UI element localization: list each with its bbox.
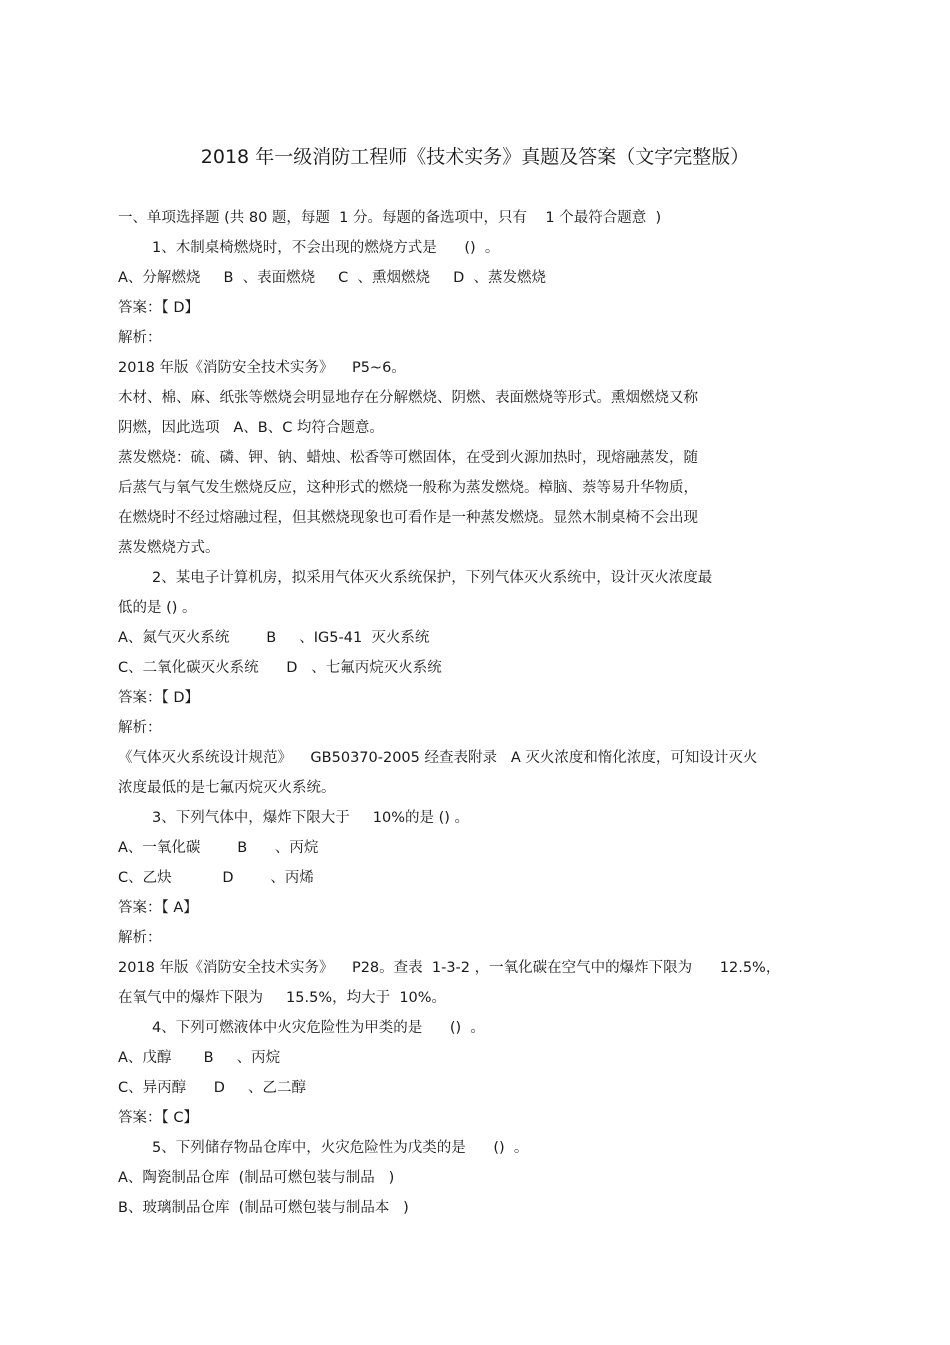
text-line: 3、下列气体中，爆炸下限大于 10%的是 () 。 (152, 810, 470, 826)
text-line: 解析： (118, 930, 162, 946)
text-line: 阴燃，因此选项 A、B、C 均符合题意。 (118, 420, 384, 436)
text-line: 在燃烧时不经过熔融过程，但其燃烧现象也可看作是一种蒸发燃烧。显然木制桌椅不会出现 (118, 510, 698, 526)
text-line: 蒸发燃烧方式。 (118, 540, 220, 556)
text-line: C、乙炔 D 、丙烯 (118, 870, 314, 886)
text-line: 答案：【 A】 (118, 900, 198, 916)
text-line: 一、单项选择题 (共 80 题，每题 1 分。每题的备选项中，只有 1 个最符合题意 ) (118, 210, 662, 226)
text-line: 《气体灭火系统设计规范》 GB50370-2005 经查表附录 A 灭火浓度和惰化浓度，可知设计灭火 (118, 750, 758, 766)
text-line: B、玻璃制品仓库 (制品可燃包装与制品本 ) (118, 1200, 409, 1216)
text-line: 4、下列可燃液体中火灾危险性为甲类的是 () 。 (152, 1020, 485, 1036)
text-line: A、分解燃烧 B 、表面燃烧 C 、熏烟燃烧 D 、蒸发燃烧 (118, 270, 546, 286)
text-line: A、陶瓷制品仓库 (制品可燃包装与制品 ) (118, 1170, 395, 1186)
text-line: 低的是 () 。 (118, 600, 197, 616)
text-line: 答案：【 D】 (118, 300, 200, 316)
document-title: 2018 年一级消防工程师《技术实务》真题及答案（文字完整版） (200, 146, 750, 168)
text-line: 在氧气中的爆炸下限为 15.5%，均大于 10%。 (118, 990, 447, 1006)
text-line: A、氮气灭火系统 B 、IG5-41 灭火系统 (118, 630, 430, 646)
text-line: C、二氧化碳灭火系统 D 、七氟丙烷灭火系统 (118, 660, 442, 676)
text-line: 答案：【 C】 (118, 1110, 198, 1126)
text-line: 解析： (118, 330, 162, 346)
text-line: 2018 年版《消防安全技术实务》 P5~6。 (118, 360, 406, 376)
text-line: 1、木制桌椅燃烧时，不会出现的燃烧方式是 () 。 (152, 240, 500, 256)
text-line: A、戊醇 B 、丙烷 (118, 1050, 281, 1066)
text-line: 2、某电子计算机房，拟采用气体灭火系统保护，下列气体灭火系统中，设计灭火浓度最 (152, 570, 713, 586)
text-line: 5、下列储存物品仓库中，火灾危险性为戊类的是 () 。 (152, 1140, 529, 1156)
text-line: C、异丙醇 D 、乙二醇 (118, 1080, 306, 1096)
text-line: 浓度最低的是七氟丙烷灭火系统。 (118, 780, 336, 796)
text-line: 蒸发燃烧：硫、磷、钾、钠、蜡烛、松香等可燃固体，在受到火源加热时，现熔融蒸发，随 (118, 450, 698, 466)
text-line: 答案：【 D】 (118, 690, 200, 706)
text-line: 2018 年版《消防安全技术实务》 P28。查表 1-3-2 ，一氧化碳在空气中的爆炸下限为 12.5%， (118, 960, 781, 976)
text-line: A、一氧化碳 B 、丙烷 (118, 840, 319, 856)
text-line: 后蒸气与氧气发生燃烧反应，这种形式的燃烧一般称为蒸发燃烧。樟脑、萘等易升华物质， (118, 480, 698, 496)
text-line: 解析： (118, 720, 162, 736)
text-line: 木材、棉、麻、纸张等燃烧会明显地存在分解燃烧、阴燃、表面燃烧等形式。熏烟燃烧又称 (118, 390, 698, 406)
